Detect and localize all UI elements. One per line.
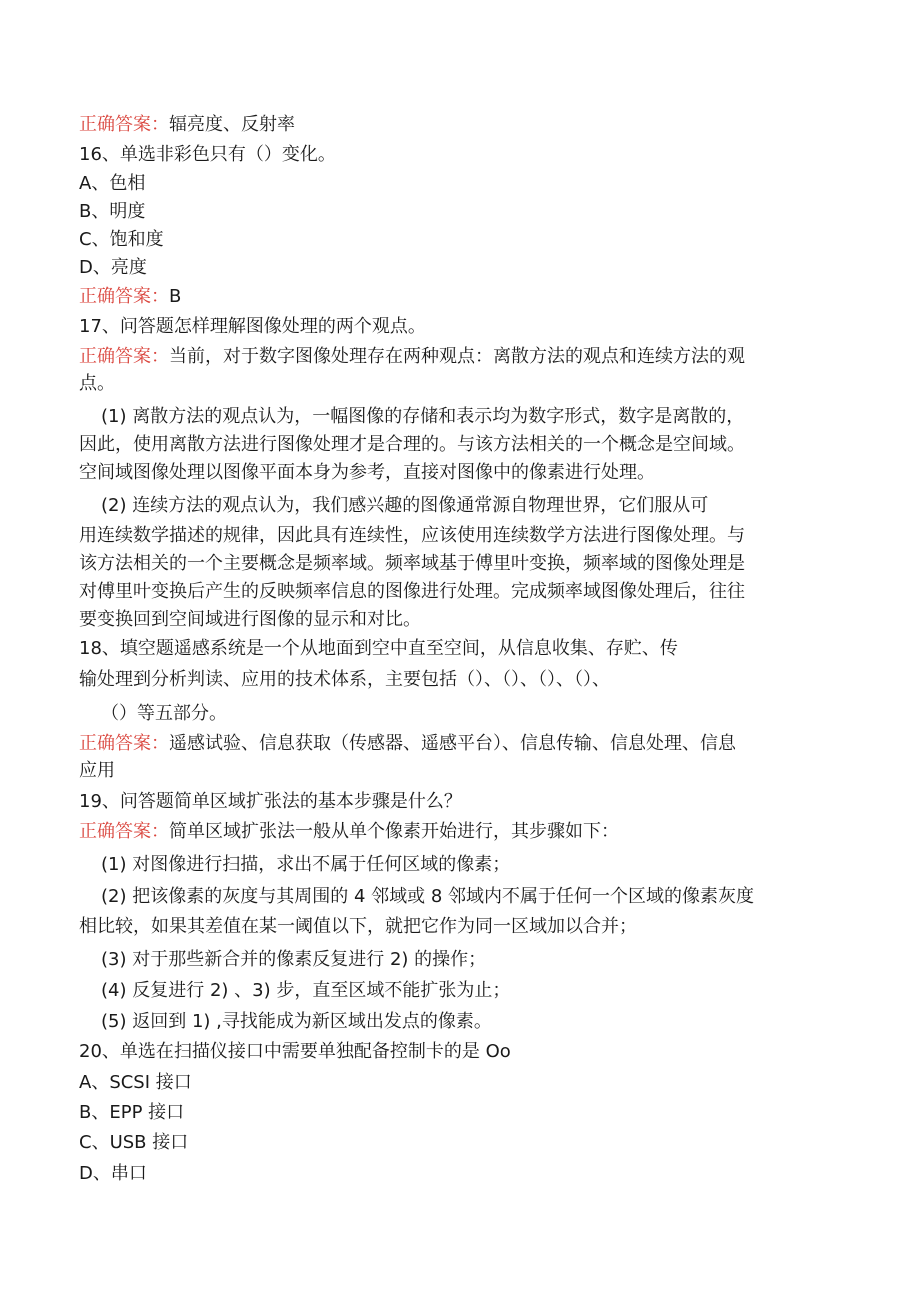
answer-paragraph-line: 该方法相关的一个主要概念是频率域。频率域基于傅里叶变换，频率域的图像处理是 (79, 553, 745, 574)
option-c: C、饱和度 (79, 229, 164, 250)
option-a: A、SCSI 接口 (79, 1072, 192, 1093)
answer-step: (4) 反复进行 2) 、3) 步，直至区域不能扩张为止； (101, 980, 511, 1001)
answer-step: (5) 返回到 1) ,寻找能成为新区域出发点的像素。 (101, 1011, 492, 1032)
answer-step-line: 相比较，如果其差值在某一阈值以下，就把它作为同一区域加以合并； (79, 916, 637, 937)
option-c: C、USB 接口 (79, 1132, 189, 1153)
answer-label: 正确答案： (79, 733, 169, 754)
question-18-line: 输处理到分析判读、应用的技术体系，主要包括（）、（）、（）、（）、 (79, 669, 610, 690)
question-17: 17、问答题怎样理解图像处理的两个观点。 (79, 316, 426, 337)
answer-text: 当前，对于数字图像处理存在两种观点：离散方法的观点和连续方法的观 (169, 346, 745, 367)
answer-label: 正确答案： (79, 346, 169, 367)
answer-paragraph-line: 要变换回到空间域进行图像的显示和对比。 (79, 609, 421, 630)
answer-line (79, 345, 745, 369)
answer-label: 正确答案： (79, 114, 169, 135)
option-b: B、EPP 接口 (79, 1102, 185, 1123)
question-19: 19、问答题简单区域扩张法的基本步骤是什么？ (79, 791, 462, 812)
answer-line (79, 820, 619, 844)
answer-step: (1) 对图像进行扫描，求出不属于任何区域的像素； (101, 854, 511, 875)
answer-text: 辐亮度、反射率 (169, 114, 295, 135)
answer-line (79, 113, 295, 137)
answer-label: 正确答案： (79, 821, 169, 842)
answer-text-line: 点。 (79, 373, 115, 394)
option-d: D、串口 (79, 1163, 147, 1184)
answer-text-line: 应用 (79, 760, 115, 781)
answer-label: 正确答案： (79, 286, 169, 307)
answer-line (79, 732, 736, 756)
answer-step: (3) 对于那些新合并的像素反复进行 2) 的操作； (101, 949, 487, 970)
answer-paragraph-line: 空间域图像处理以图像平面本身为参考，直接对图像中的像素进行处理。 (79, 462, 655, 483)
answer-line (79, 285, 181, 309)
question-16: 16、单选非彩色只有（）变化。 (79, 144, 336, 165)
option-b: B、明度 (79, 201, 146, 222)
answer-paragraph-line: 因此，使用离散方法进行图像处理才是合理的。与该方法相关的一个概念是空间域。 (79, 434, 745, 455)
answer-step: (2) 把该像素的灰度与其周围的 4 邻域或 8 邻域内不属于任何一个区域的像素灰度 (101, 886, 755, 907)
answer-paragraph-line: 用连续数学描述的规律，因此具有连续性，应该使用连续数学方法进行图像处理。与 (79, 525, 745, 546)
answer-text: B (169, 286, 182, 307)
answer-text: 遥感试验、信息获取（传感器、遥感平台）、信息传输、信息处理、信息 (169, 733, 736, 754)
answer-paragraph-line: (1) 离散方法的观点认为，一幅图像的存储和表示均为数字形式，数字是离散的， (101, 406, 745, 427)
option-a: A、色相 (79, 173, 146, 194)
answer-paragraph-line: (2) 连续方法的观点认为，我们感兴趣的图像通常源自物理世界，它们服从可 (101, 495, 709, 516)
question-20: 20、单选在扫描仪接口中需要单独配备控制卡的是 Oo (79, 1041, 511, 1062)
question-18: 18、填空题遥感系统是一个从地面到空中直至空间，从信息收集、存贮、传 (79, 638, 678, 659)
option-d: D、亮度 (79, 257, 147, 278)
answer-text: 简单区域扩张法一般从单个像素开始进行，其步骤如下： (169, 821, 619, 842)
answer-paragraph-line: 对傅里叶变换后产生的反映频率信息的图像进行处理。完成频率域图像处理后，往往 (79, 581, 745, 602)
question-18-line: （）等五部分。 (101, 703, 227, 724)
